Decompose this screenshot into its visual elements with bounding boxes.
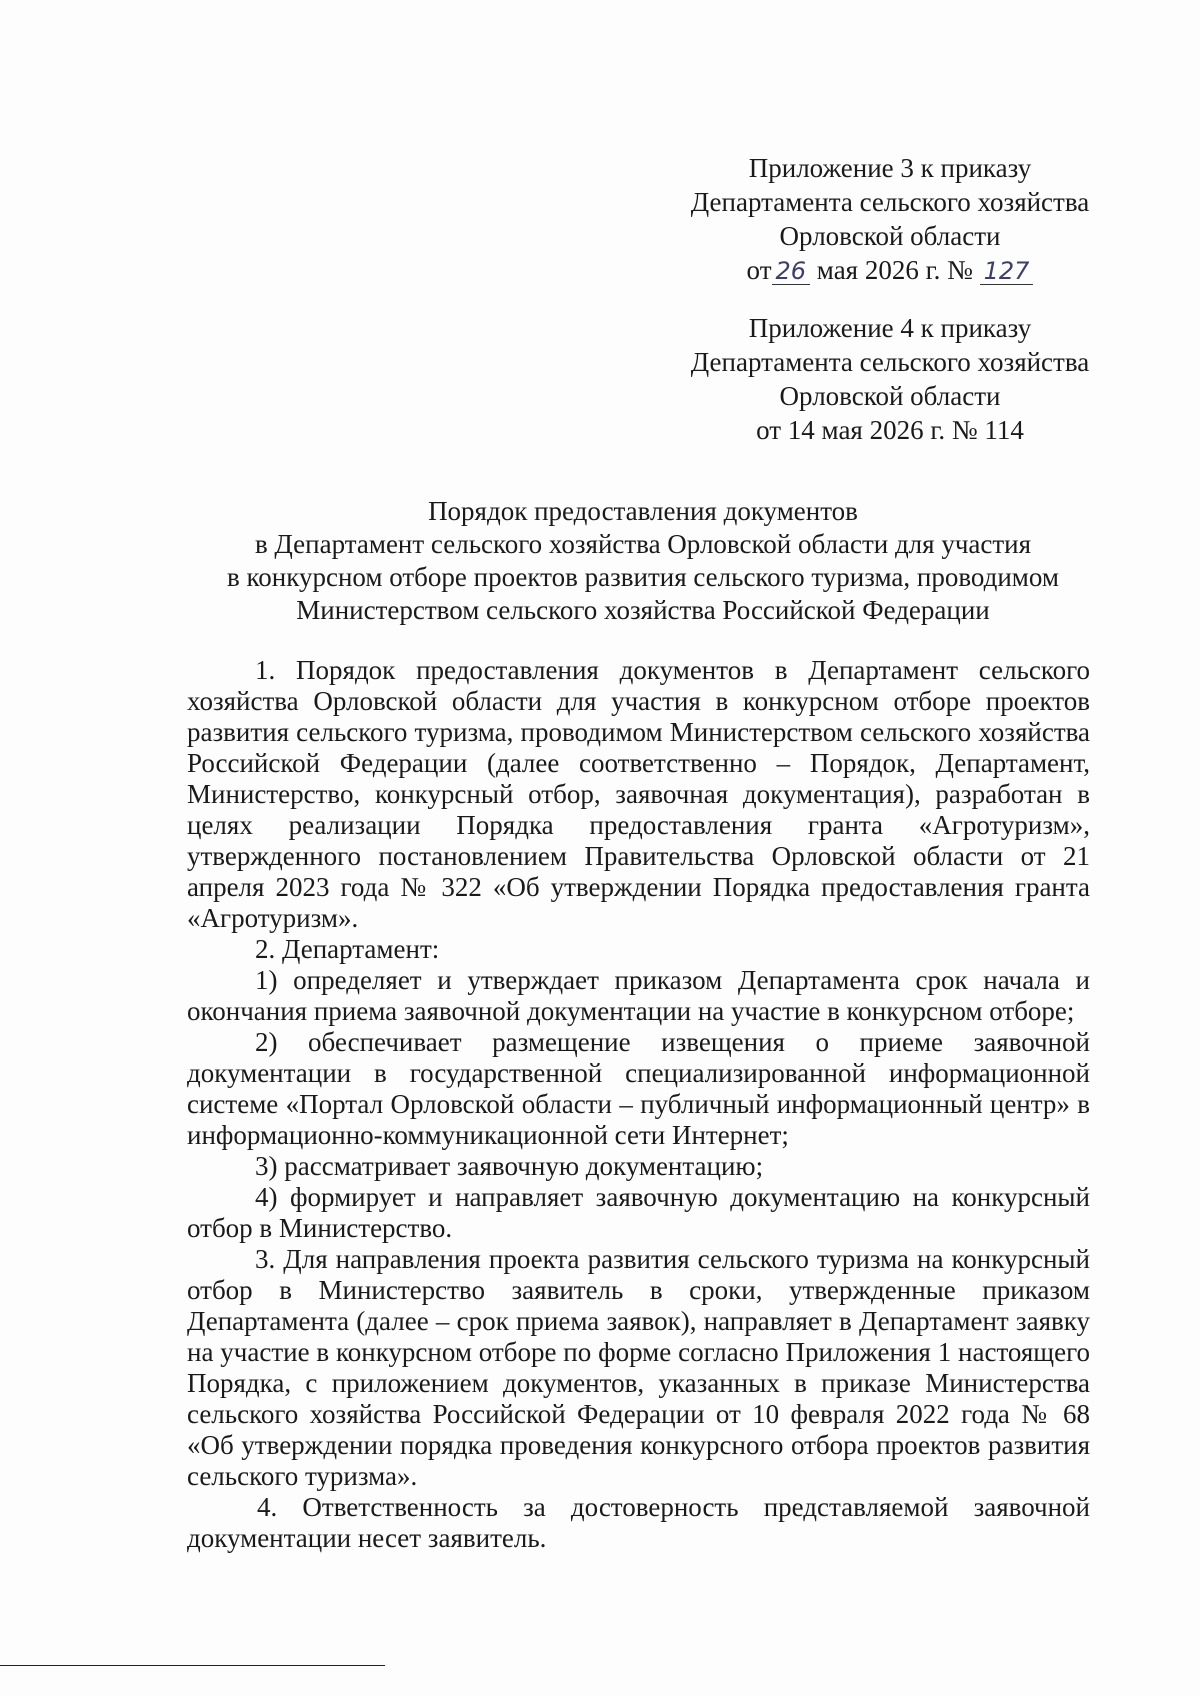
paragraph-3: 3. Для направления проекта развития сельского туризма на конкурсный отбор в Министерство заявитель в сроки, утвержденные приказом Департамента (далее – срок приема заявок), направляет в Департамент заявку на участие в конкурсном отборе по форме согласно Приложения 1 настоящего Порядка, с приложением документов, указанных в приказе Министерства сельского хозяйства Российской Федерации от 10 февраля 2022 года № 68 «Об утверждении порядка проведения конкурсного отбора проектов развития сельского туризма».	[187, 1244, 1090, 1491]
appendix-3-date-prefix: от	[746, 255, 772, 285]
appendix-3-line-3: Орловской области	[779, 221, 1001, 251]
paragraph-2-2: 2) обеспечивает размещение извещения о приеме заявочной документации в государственной специализированной информационной системе «Портал Орловской области – публичный информационный центр» в информационно-коммуникационной сети Интернет;	[187, 1027, 1090, 1150]
document-body	[187, 655, 1090, 1554]
footnote-separator	[0, 1665, 385, 1666]
appendix-3-line-2: Департамента сельского хозяйства	[690, 187, 1090, 217]
title-line-1: Порядок предоставления документов	[428, 496, 858, 526]
appendix-4-line-3: Орловской области	[779, 381, 1001, 411]
title-line-2: в Департамент сельского хозяйства Орловской области для участия	[254, 529, 1032, 559]
paragraph-2-1: 1) определяет и утверждает приказом Департамента срок начала и окончания приема заявочной документации на участие в конкурсном отборе;	[187, 965, 1090, 1026]
appendix-4-line-1: Приложение 4 к приказу	[748, 313, 1032, 343]
title-line-3: в конкурсном отборе проектов развития сельского туризма, проводимом	[227, 562, 1059, 592]
paragraph-4: 4. Ответственность за достоверность представляемой заявочной документации несет заявитель.	[187, 1492, 1090, 1553]
paragraph-2-3: 3) рассматривает заявочную документацию;	[255, 1151, 764, 1181]
appendix-3-line-1: Приложение 3 к приказу	[748, 153, 1032, 183]
appendix-3-date-middle: мая 2026 г. №	[816, 255, 973, 285]
document-title	[178, 495, 1108, 627]
title-line-4: Министерством сельского хозяйства Российской Федерации	[296, 595, 990, 625]
paragraph-2-4: 4) формирует и направляет заявочную документацию на конкурсный отбор в Министерство.	[187, 1182, 1090, 1243]
handwritten-number: 127	[980, 258, 1034, 285]
paragraph-2: 2. Департамент:	[255, 934, 440, 964]
handwritten-day: 26	[772, 258, 811, 285]
appendix-3-header	[655, 151, 1125, 287]
appendix-4-line-4: от 14 мая 2026 г. № 114	[756, 415, 1024, 445]
appendix-4-line-2: Департамента сельского хозяйства	[690, 347, 1090, 377]
appendix-4-header	[655, 311, 1125, 447]
appendix-3-date-line	[655, 253, 1125, 287]
paragraph-1: 1. Порядок предоставления документов в Департамент сельского хозяйства Орловской области для участия в конкурсном отборе проектов развития сельского туризма, проводимом Министерством сельского хозяйства Российской Федерации (далее соответственно – Порядок, Департамент, Министерство, конкурсный отбор, заявочная документация), разработан в целях реализации Порядка предоставления гранта «Агротуризм», утвержденного постановлением Правительства Орловской области от 21 апреля 2023 года № 322 «Об утверждении Порядка предоставления гранта «Агротуризм».	[187, 655, 1090, 933]
